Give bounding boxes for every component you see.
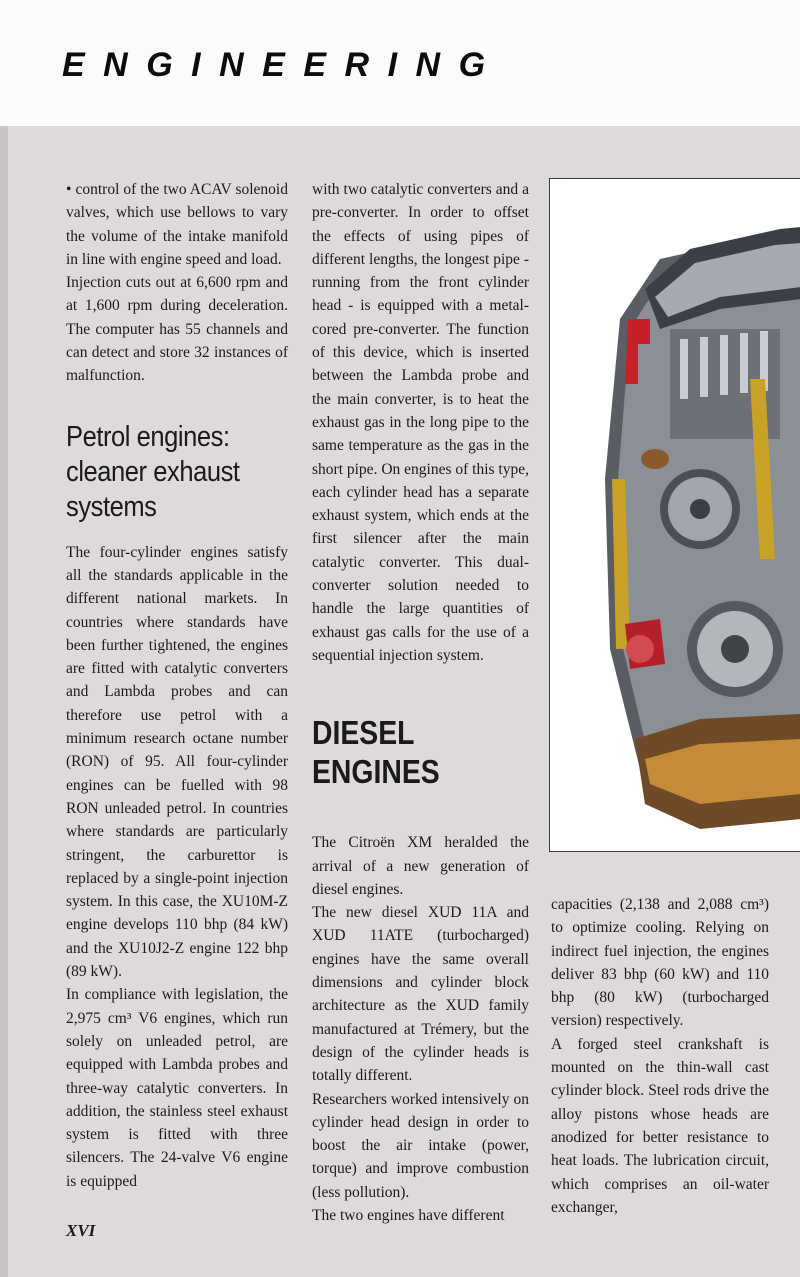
paragraph: capacities (2,138 and 2,088 cm³) to optimize cooling. Relying on indirect fuel injection, the engines deliver 83 bhp (60 kW) and 110 bhp (80 kW) (turbocharged version) respectively. [551,896,769,1030]
paragraph: The four-cylinder engines satisfy all the standards applicable in the different national markets. In countries where standards have been further tightened, the engines are fitted with catalytic converters and Lambda probes and can therefore use petrol with a minimum research octane number (RON) of 95. All four-cylinder engines can be fuelled with 98 RON unleaded petrol. In countries where standards are particularly stringent, the carburettor is replaced by a single-point injection system. In this case, the XU10M-Z engine develops 110 bhp (84 kW) and the XU10J2-Z engine 122 bhp (89 kW). [66,543,288,981]
page-edge-shadow [0,126,8,1277]
text-column-3 [551,893,769,1219]
engine-cutaway-illustration [549,178,800,852]
paragraph: • control of the two ACAV solenoid valves, which use bellows to vary the volume of the intake manifold in line with engine speed and load. [66,181,288,268]
paragraph: The two engines have different [312,1206,505,1224]
paragraph: The new diesel XUD 11A and XUD 11ATE (turbocharged) engines have the same overall dimensions and cylinder block architecture as the XUD family manufactured at Trémery, but the design of the cylinder heads is totally different. [312,904,529,1085]
paragraph: Researchers worked intensively on cylinder head design in order to boost the air intake (power, torque) and improve combustion (less pollution). [312,1090,529,1201]
engine-cutaway-image [550,179,800,851]
page-number: XVI [66,1221,96,1240]
header-band [0,0,800,126]
paragraph: with two catalytic converters and a pre-converter. In order to offset the effects of using pipes of different lengths, the longest pipe - running from the front cylinder head - is equipped with a metal-cored pre-converter. The function of this device, which is inserted between the Lambda probe and the main converter, is to heat the exhaust gas in the long pipe to the same temperature as the gas in the short pipe. On engines of this type, each cylinder head has a separate exhaust system, which ends at the first silencer after the main catalytic converter. This dual-converter solution needed to handle the large quantities of exhaust gas calls for the use of a sequential injection system. [312,181,529,664]
page-title: ENGINEERING [62,46,504,84]
paragraph: Injection cuts out at 6,600 rpm and at 1,600 rpm during deceleration. The computer has 55 channels and can detect and store 32 instances of malfunction. [66,274,288,385]
section-heading-petrol: Petrol engines: cleaner exhaust systems [66,420,240,523]
text-column-1 [66,178,288,1193]
paragraph: The Citroën XM heralded the arrival of a new generation of diesel engines. [312,834,529,898]
text-column-2 [312,178,529,1227]
paragraph: In compliance with legislation, the 2,975 cm³ V6 engines, which run solely on unleaded petrol, are equipped with Lambda probes and three-way catalytic converters. In addition, the stainless steel exhaust system is fitted with three silencers. The 24-valve V6 engine is equipped [66,986,288,1190]
paragraph: A forged steel crankshaft is mounted on the thin-wall cast cylinder block. Steel rods drive the alloy pistons whose heads are anodized for better resistance to heat loads. The lubrication circuit, which comprises an oil-water exchanger, [551,1035,769,1216]
section-heading-diesel: DIESEL ENGINES [312,714,440,791]
